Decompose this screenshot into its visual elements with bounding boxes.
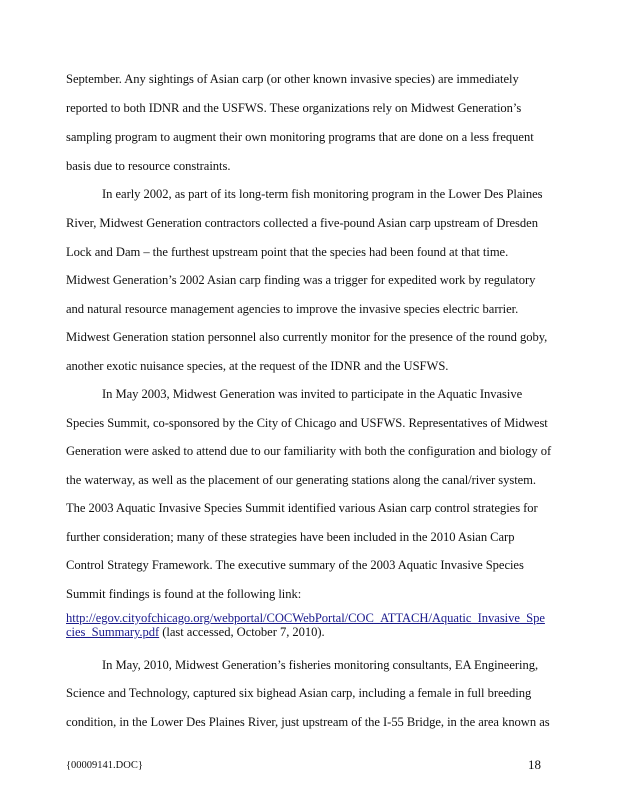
summit-link[interactable]: http://egov.cityofchicago.org/webportal/COCWebPortal/COC_ATTACH/Aquatic_Invasive_Spe [66, 611, 545, 625]
paragraph-line: further consideration; many of these strategies have been included in the 2010 Asian Carp [66, 530, 515, 544]
paragraph-line: basis due to resource constraints. [66, 159, 231, 173]
paragraph-line: condition, in the Lower Des Plaines River, just upstream of the I-55 Bridge, in the area known as [66, 715, 550, 729]
paragraph-line: In early 2002, as part of its long-term fish monitoring program in the Lower Des Plaines [102, 187, 543, 201]
summit-link-line-2 [66, 625, 325, 640]
paragraph-line: reported to both IDNR and the USFWS. These organizations rely on Midwest Generation’s [66, 101, 522, 115]
paragraph-line: and natural resource management agencies to improve the invasive species electric barrier. [66, 302, 519, 316]
paragraph-line: The 2003 Aquatic Invasive Species Summit identified various Asian carp control strategies for [66, 501, 538, 515]
summit-link-line-1[interactable] [66, 611, 545, 626]
paragraph-line: the waterway, as well as the placement of our generating stations along the canal/river system. [66, 473, 537, 487]
footer-doc-id: {00009141.DOC} [66, 760, 143, 771]
paragraph-line: Midwest Generation’s 2002 Asian carp finding was a trigger for expedited work by regulatory [66, 273, 536, 287]
paragraph-line: Species Summit, co-sponsored by the City of Chicago and USFWS. Representatives of Midwest [66, 416, 548, 430]
paragraph-line: Science and Technology, captured six bighead Asian carp, including a female in full breeding [66, 686, 532, 700]
paragraph-line: River, Midwest Generation contractors collected a five-pound Asian carp upstream of Dresden [66, 216, 538, 230]
paragraph-line: Midwest Generation station personnel also currently monitor for the presence of the round goby, [66, 330, 548, 344]
paragraph-line: Summit findings is found at the following link: [66, 587, 302, 601]
link-access-note: (last accessed, October 7, 2010). [159, 625, 325, 639]
paragraph-line: Generation were asked to attend due to our familiarity with both the configuration and biology of [66, 444, 552, 458]
paragraph-line: Control Strategy Framework. The executive summary of the 2003 Aquatic Invasive Species [66, 558, 524, 572]
paragraph-line: In May, 2010, Midwest Generation’s fisheries monitoring consultants, EA Engineering, [102, 658, 539, 672]
paragraph-line: Lock and Dam – the furthest upstream point that the species had been found at that time. [66, 245, 509, 259]
paragraph-line: In May 2003, Midwest Generation was invited to participate in the Aquatic Invasive [102, 387, 523, 401]
paragraph-line: September. Any sightings of Asian carp (or other known invasive species) are immediately [66, 72, 519, 86]
paragraph-line: sampling program to augment their own monitoring programs that are done on a less frequent [66, 130, 534, 144]
summit-link-continued[interactable]: cies_Summary.pdf [66, 625, 160, 639]
page-number: 18 [528, 757, 541, 772]
paragraph-line: another exotic nuisance species, at the request of the IDNR and the USFWS. [66, 359, 449, 373]
